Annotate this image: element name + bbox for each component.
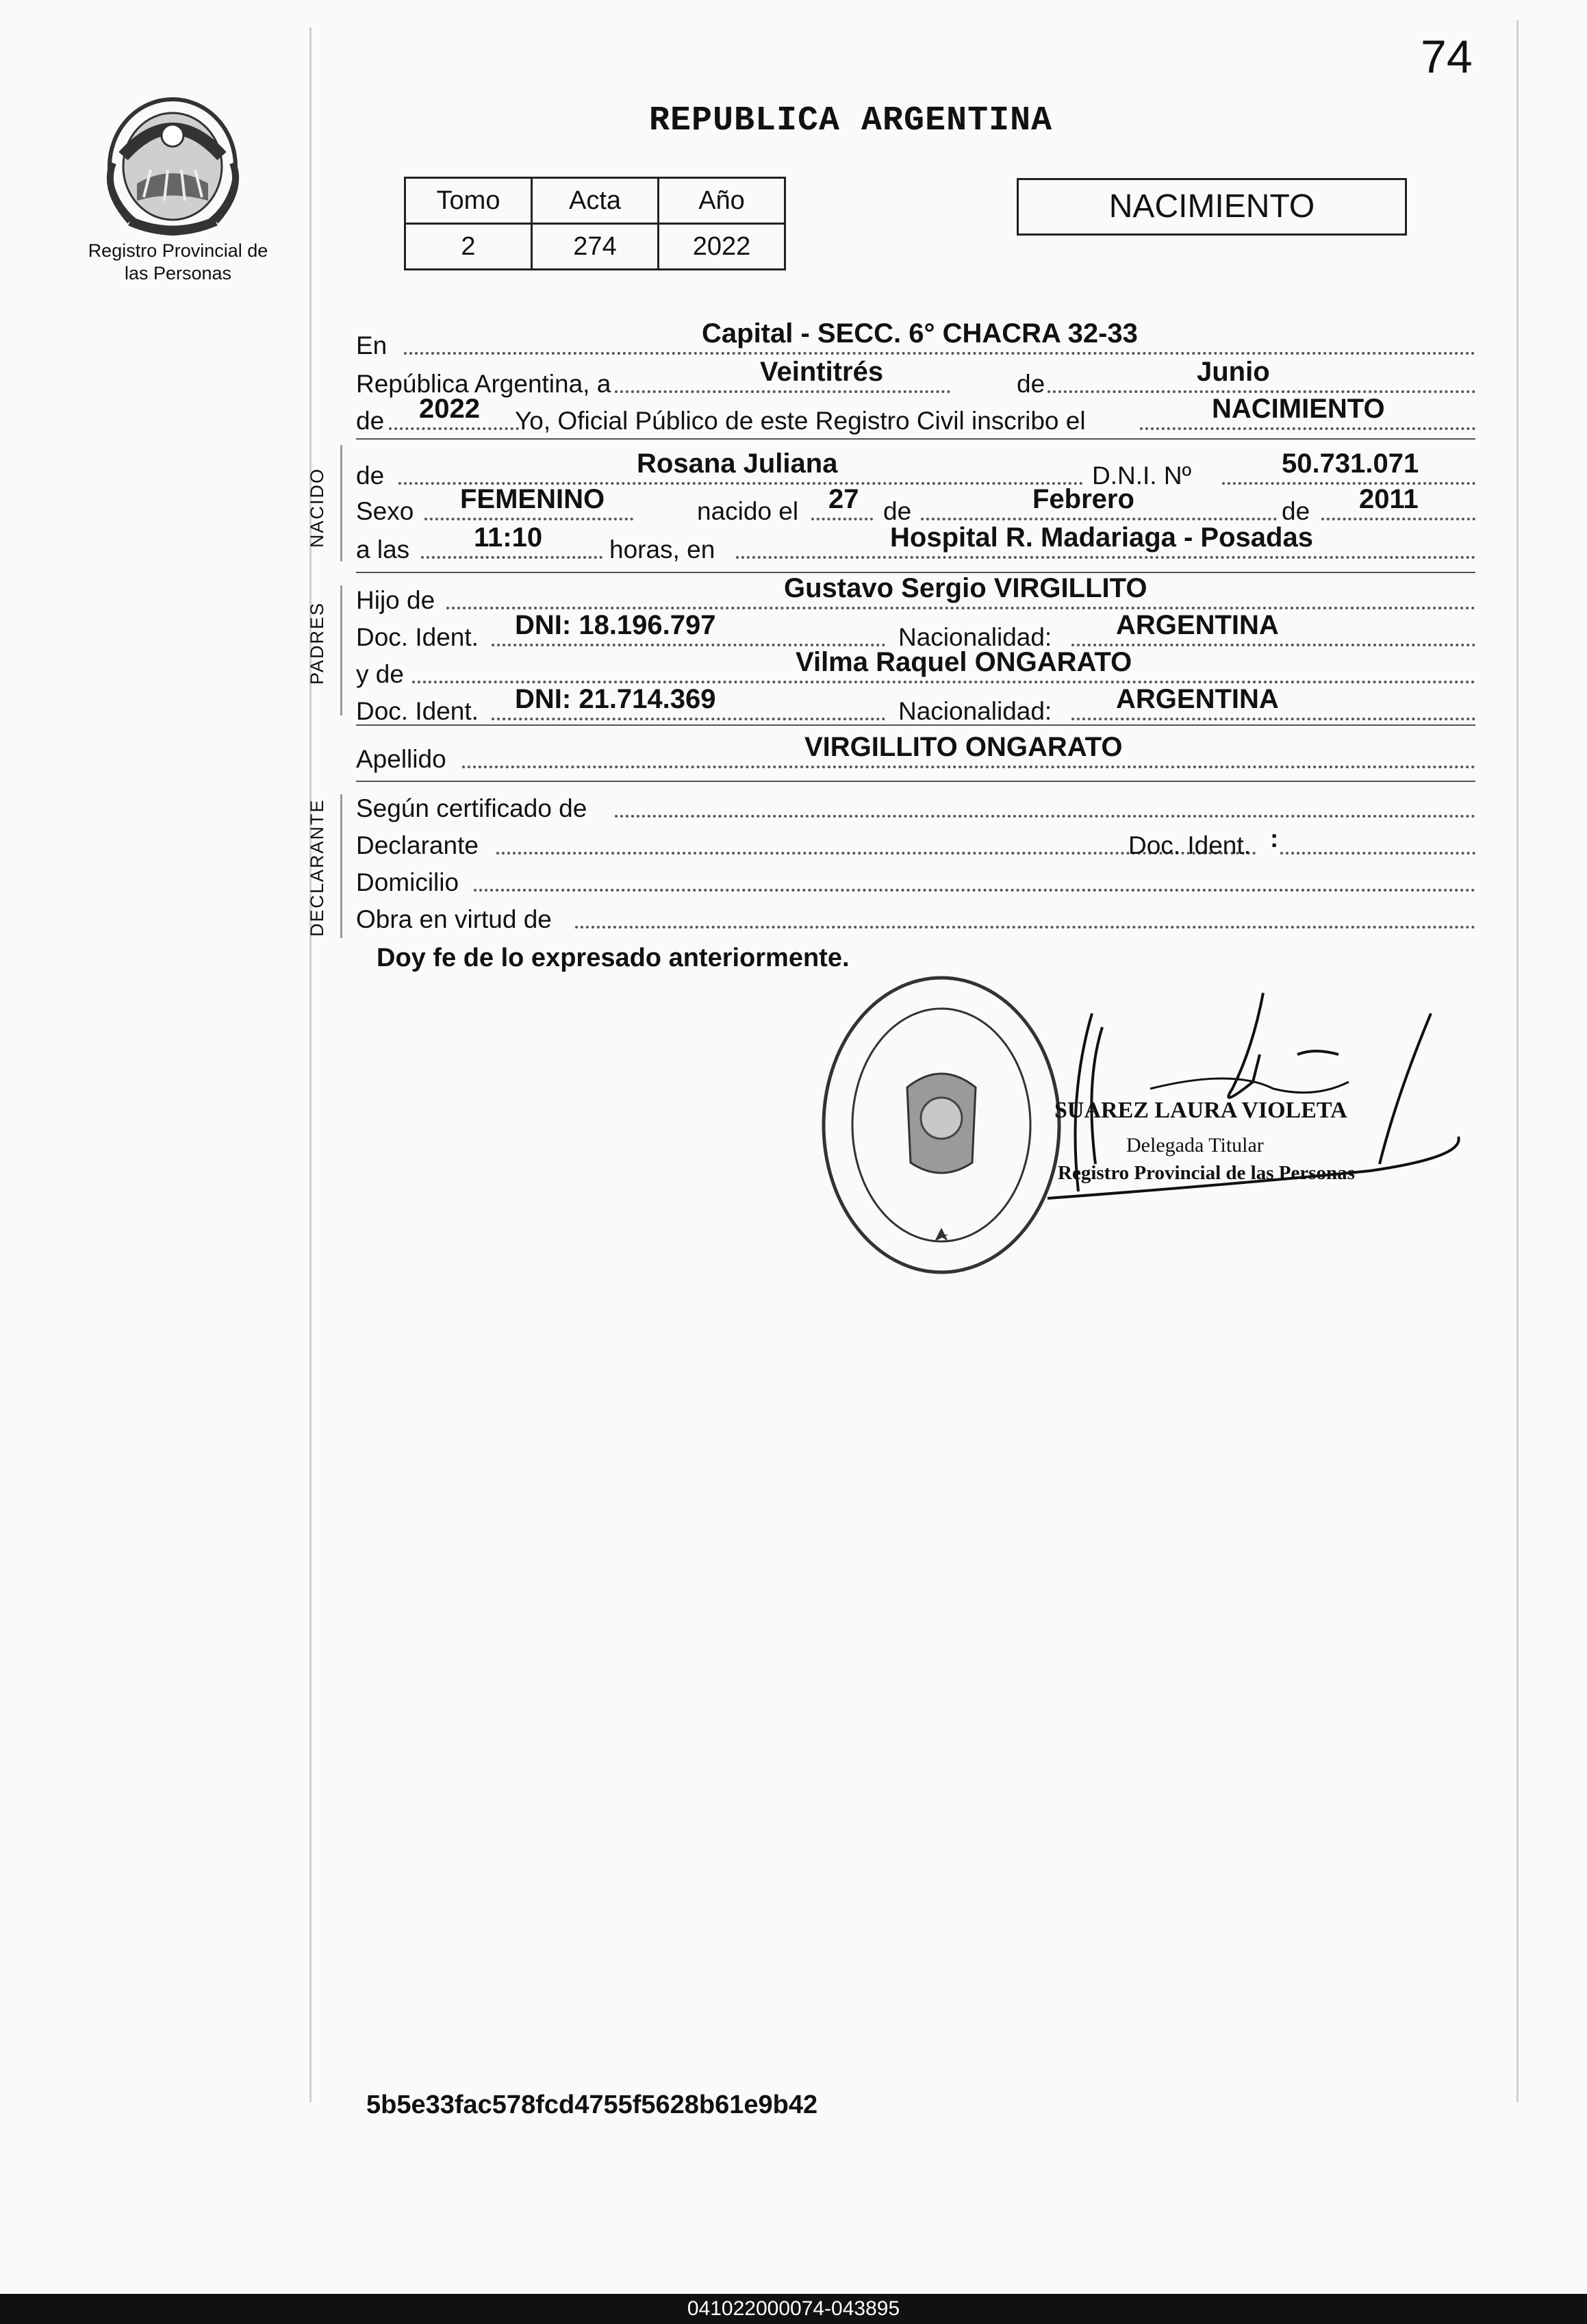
section-divider bbox=[356, 724, 1475, 726]
dotted-leader bbox=[421, 556, 602, 559]
dotted-leader bbox=[446, 607, 1475, 609]
certificado-label: Según certificado de bbox=[356, 794, 587, 822]
dotted-leader bbox=[404, 352, 1475, 355]
birth-month-value: Febrero bbox=[1032, 484, 1134, 514]
line-place bbox=[356, 318, 1475, 363]
line-year bbox=[356, 394, 1475, 438]
sexo-value: FEMENINO bbox=[460, 484, 605, 514]
acta-header: Acta bbox=[532, 178, 659, 224]
dotted-leader bbox=[1071, 644, 1475, 646]
dotted-leader bbox=[736, 556, 1475, 559]
de-label: de bbox=[1017, 370, 1045, 398]
act-value: NACIMIENTO bbox=[1212, 394, 1385, 424]
document-hash: 5b5e33fac578fcd4755f5628b61e9b42 bbox=[366, 2091, 818, 2119]
birth-day-value: 27 bbox=[828, 484, 859, 514]
mother-name-value: Vilma Raquel ONGARATO bbox=[796, 647, 1132, 677]
dotted-leader bbox=[575, 926, 1475, 929]
y-de-label: y de bbox=[356, 660, 404, 688]
closing-statement: Doy fe de lo expresado anteriormente. bbox=[377, 944, 850, 972]
de-label: de bbox=[883, 497, 912, 525]
line-mother-doc bbox=[356, 684, 1475, 729]
apellido-label: Apellido bbox=[356, 745, 446, 773]
mother-nationality-value: ARGENTINA bbox=[1116, 684, 1279, 714]
acta-value: 274 bbox=[532, 224, 659, 270]
dotted-leader bbox=[615, 390, 950, 393]
dotted-leader bbox=[462, 766, 1475, 768]
section-divider bbox=[356, 781, 1475, 782]
dotted-leader bbox=[424, 518, 633, 520]
birth-place-value: Hospital R. Madariaga - Posadas bbox=[890, 522, 1313, 553]
tomo-value: 2 bbox=[405, 224, 532, 270]
day-value: Veintitrés bbox=[760, 357, 884, 387]
dotted-leader bbox=[1280, 852, 1475, 855]
dotted-leader bbox=[1048, 390, 1475, 393]
side-label-padres: PADRES bbox=[307, 601, 327, 685]
nacionalidad-label: Nacionalidad: bbox=[898, 623, 1052, 651]
oficial-text: Yo, Oficial Público de este Registro Civil inscribo el bbox=[515, 407, 1086, 435]
line-declarante bbox=[356, 822, 1475, 863]
dotted-leader bbox=[492, 718, 885, 720]
padres-bracket bbox=[340, 585, 342, 716]
logo-caption: Registro Provincial de las Personas bbox=[88, 240, 268, 283]
doc-label: Doc. Ident. bbox=[356, 697, 479, 725]
sexo-label: Sexo bbox=[356, 497, 414, 525]
obra-label: Obra en virtud de bbox=[356, 905, 552, 933]
line-time-place bbox=[356, 522, 1475, 567]
father-doc-value: DNI: 18.196.797 bbox=[515, 610, 716, 640]
section-divider bbox=[356, 438, 1475, 440]
month-value: Junio bbox=[1197, 357, 1270, 387]
dotted-leader bbox=[412, 681, 1475, 683]
apellido-value: VIRGILLITO ONGARATO bbox=[804, 732, 1123, 762]
line-certificado bbox=[356, 785, 1475, 826]
declarante-bracket bbox=[340, 794, 342, 938]
dotted-leader bbox=[389, 427, 519, 430]
domicilio-label: Domicilio bbox=[356, 868, 459, 896]
nacido-label: nacido el bbox=[697, 497, 799, 525]
en-label: En bbox=[356, 331, 388, 359]
act-type-box: NACIMIENTO bbox=[1017, 178, 1407, 236]
year-value: 2022 bbox=[419, 394, 480, 424]
dotted-leader bbox=[492, 644, 885, 646]
de-label: de bbox=[356, 462, 385, 490]
dotted-leader bbox=[1222, 482, 1475, 485]
birth-year-value: 2011 bbox=[1359, 484, 1419, 514]
right-margin-line bbox=[1516, 21, 1519, 2102]
line-apellido bbox=[356, 732, 1475, 776]
republica-label: República Argentina, a bbox=[356, 370, 611, 398]
signer-role: Delegada Titular bbox=[1126, 1134, 1264, 1157]
line-obra bbox=[356, 896, 1475, 937]
footer-code-bar: 041022000074-043895 bbox=[0, 2294, 1587, 2324]
signer-organization: Registro Provincial de las Personas bbox=[1058, 1162, 1355, 1184]
side-label-declarante: DECLARANTE bbox=[307, 798, 327, 937]
page-number: 74 bbox=[1421, 31, 1473, 83]
line-domicilio bbox=[356, 859, 1475, 900]
father-name-value: Gustavo Sergio VIRGILLITO bbox=[784, 573, 1147, 603]
side-label-nacido: NACIDO bbox=[307, 467, 327, 548]
dotted-leader bbox=[921, 518, 1277, 520]
anio-value: 2022 bbox=[659, 224, 785, 270]
dotted-leader bbox=[811, 518, 873, 520]
dotted-leader bbox=[615, 815, 1475, 818]
dotted-leader bbox=[474, 889, 1475, 892]
de-label: de bbox=[1282, 497, 1310, 525]
child-dni-value: 50.731.071 bbox=[1282, 449, 1419, 479]
child-name-value: Rosana Juliana bbox=[637, 449, 838, 479]
doc-label: Doc. Ident. bbox=[1128, 831, 1251, 859]
tomo-header: Tomo bbox=[405, 178, 532, 224]
doc-label: Doc. Ident. bbox=[356, 623, 479, 651]
declarante-label: Declarante bbox=[356, 831, 479, 859]
father-nationality-value: ARGENTINA bbox=[1116, 610, 1279, 640]
dotted-leader bbox=[1071, 718, 1475, 720]
nacido-bracket bbox=[340, 445, 342, 561]
anio-header: Año bbox=[659, 178, 785, 224]
left-margin-line bbox=[309, 27, 312, 2102]
a-las-label: a las bbox=[356, 535, 410, 564]
dotted-leader bbox=[1140, 427, 1475, 430]
time-value: 11:10 bbox=[474, 522, 543, 553]
de-label: de bbox=[356, 407, 385, 435]
dni-label: D.N.I. Nº bbox=[1092, 462, 1192, 490]
doc-value: : bbox=[1270, 824, 1279, 852]
registry-table bbox=[404, 177, 786, 270]
dotted-leader bbox=[1321, 518, 1475, 520]
nacionalidad-label: Nacionalidad: bbox=[898, 697, 1052, 725]
hijo-label: Hijo de bbox=[356, 586, 435, 614]
document-title: REPUBLICA ARGENTINA bbox=[649, 101, 1053, 140]
mother-doc-value: DNI: 21.714.369 bbox=[515, 684, 716, 714]
horas-label: horas, en bbox=[609, 535, 715, 564]
misiones-coat-of-arms-logo bbox=[96, 88, 250, 238]
signer-name: SUAREZ LAURA VIOLETA bbox=[1054, 1098, 1347, 1123]
place-value: Capital - SECC. 6° CHACRA 32-33 bbox=[702, 318, 1138, 349]
